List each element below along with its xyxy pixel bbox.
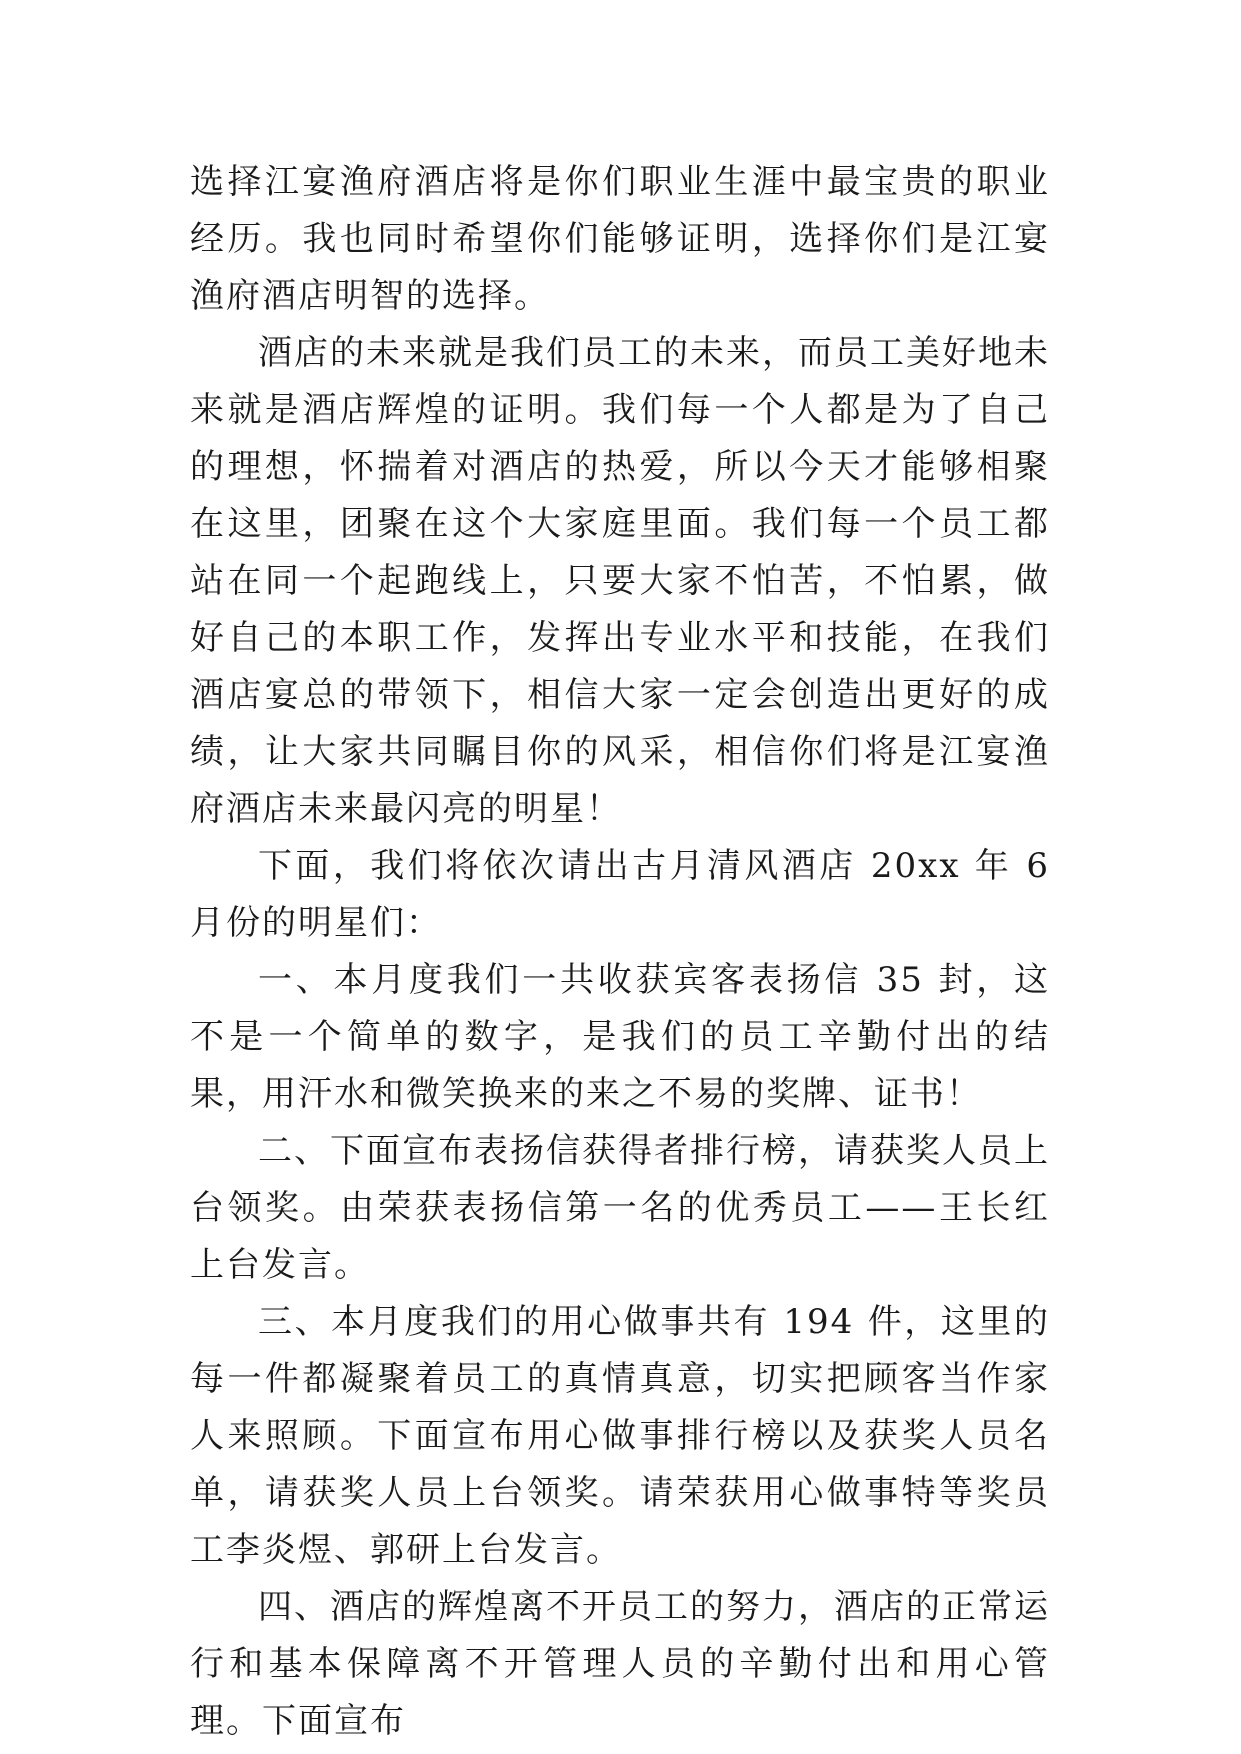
document-body — [190, 154, 1050, 1750]
paragraph-3: 下面，我们将依次请出古月清风酒店 20xx 年 6 月份的明星们： — [190, 846, 1050, 943]
paragraph-7: 四、酒店的辉煌离不开员工的努力，酒店的正常运行和基本保障离不开管理人员的辛勤付出和用心管理。下面宣布 — [190, 1587, 1050, 1741]
paragraph-5: 二、下面宣布表扬信获得者排行榜，请获奖人员上台领奖。由荣获表扬信第一名的优秀员工——王长红上台发言。 — [190, 1131, 1050, 1285]
paragraph-4: 一、本月度我们一共收获宾客表扬信 35 封，这不是一个简单的数字，是我们的员工辛勤付出的结果，用汗水和微笑换来的来之不易的奖牌、证书！ — [190, 960, 1050, 1114]
paragraph-2: 酒店的未来就是我们员工的未来，而员工美好地未来就是酒店辉煌的证明。我们每一个人都是为了自己的理想，怀揣着对酒店的热爱，所以今天才能够相聚在这里，团聚在这个大家庭里面。我们每一个员工都站在同一个起跑线上，只要大家不怕苦，不怕累，做好自己的本职工作，发挥出专业水平和技能，在我们酒店宴总的带领下，相信大家一定会创造出更好的成绩，让大家共同瞩目你的风采，相信你们将是江宴渔府酒店未来最闪亮的明星！ — [190, 333, 1050, 829]
paragraph-6: 三、本月度我们的用心做事共有 194 件，这里的每一件都凝聚着员工的真情真意，切实把顾客当作家人来照顾。下面宣布用心做事排行榜以及获奖人员名单，请获奖人员上台领奖。请荣获用心做事特等奖员工李炎煜、郭研上台发言。 — [190, 1302, 1050, 1570]
paragraph-1: 选择江宴渔府酒店将是你们职业生涯中最宝贵的职业经历。我也同时希望你们能够证明，选择你们是江宴渔府酒店明智的选择。 — [190, 162, 1050, 316]
